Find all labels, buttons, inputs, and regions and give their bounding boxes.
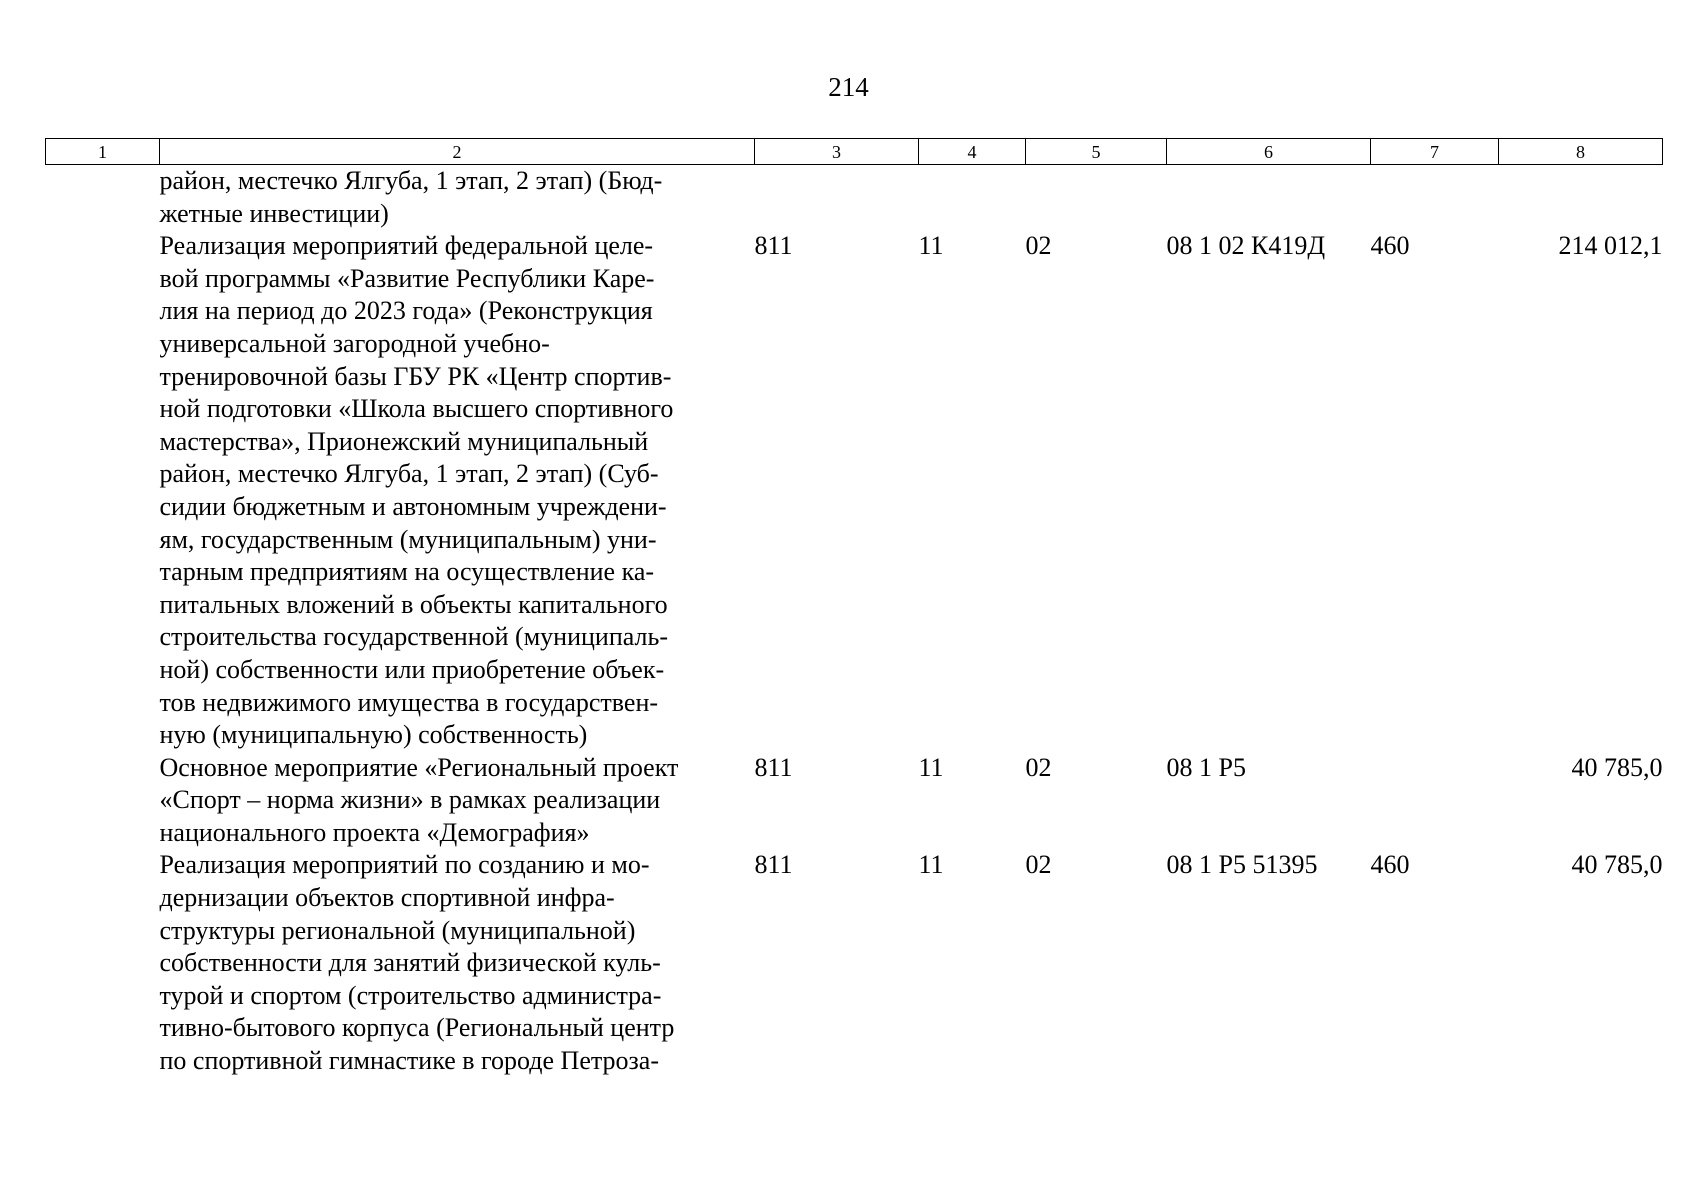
table-row <box>46 752 1663 850</box>
row-description <box>160 849 755 1077</box>
column-number-row <box>46 139 1663 165</box>
row-admin-code <box>755 165 919 231</box>
row-cell-col1 <box>46 849 160 1077</box>
description-line: тов недвижимого имущества в государствен- <box>159 687 659 717</box>
description-line: ной) собственности или приобретение объек- <box>159 654 665 684</box>
row-subsection-code: 02 <box>1025 752 1052 782</box>
description-line: универсальной загородной учебно- <box>159 328 550 358</box>
row-admin-code: 811 <box>754 850 793 880</box>
column-header-5: 5 <box>1026 139 1167 165</box>
description-line: ную (муниципальную) собственность) <box>159 720 588 750</box>
row-expense-type-code: 460 <box>1370 850 1410 880</box>
column-header-7: 7 <box>1371 139 1499 165</box>
row-description <box>160 752 755 850</box>
table-row <box>46 230 1663 752</box>
row-expense-type-code <box>1371 165 1499 231</box>
description-line: строительства государственной (муниципаль- <box>159 622 668 652</box>
row-section-code: 11 <box>918 850 944 880</box>
row-subsection-code: 02 <box>1025 231 1052 261</box>
description-line: структуры региональной (муниципальной) <box>159 915 636 945</box>
budget-table <box>45 138 1663 1078</box>
row-amount <box>1499 165 1663 231</box>
description-line: собственности для занятий физической куль- <box>159 948 661 978</box>
description-line: тарным предприятиям на осуществление ка- <box>159 557 655 587</box>
description-line: лия на период до 2023 года» (Реконструкция <box>159 296 653 326</box>
row-amount: 40 785,0 <box>1571 850 1663 880</box>
row-section-code <box>919 165 1026 231</box>
description-line: ной подготовки «Школа высшего спортивного <box>159 394 674 424</box>
table-body <box>46 165 1663 1078</box>
table-row <box>46 165 1663 231</box>
description-line: район, местечко Ялгуба, 1 этап, 2 этап) (Суб- <box>159 459 659 489</box>
description-line: турой и спортом (строительство администра- <box>159 980 662 1010</box>
column-header-4: 4 <box>919 139 1026 165</box>
description-line: тивно-бытового корпуса (Региональный центр <box>159 1013 675 1043</box>
row-target-item-code: 08 1 P5 51395 <box>1166 850 1318 880</box>
column-header-1: 1 <box>46 139 160 165</box>
description-line: дернизации объектов спортивной инфра- <box>159 883 615 913</box>
row-section-code: 11 <box>918 231 944 261</box>
description-line: мастерства», Прионежский муниципальный <box>159 426 649 456</box>
column-header-2: 2 <box>160 139 755 165</box>
column-header-3: 3 <box>755 139 919 165</box>
description-line: Реализация мероприятий по созданию и мо- <box>159 850 650 880</box>
description-line: сидии бюджетным и автономным учреждени- <box>159 491 667 521</box>
description-line: национального проекта «Демография» <box>159 817 590 847</box>
description-line: питальных вложений в объекты капитального <box>159 589 668 619</box>
description-line: Реализация мероприятий федеральной целе- <box>159 231 654 261</box>
row-cell-col1 <box>46 230 160 752</box>
description-line: тренировочной базы ГБУ РК «Центр спортив- <box>159 361 672 391</box>
row-amount: 214 012,1 <box>1558 231 1663 261</box>
row-subsection-code: 02 <box>1025 850 1052 880</box>
page-number: 214 <box>828 72 869 102</box>
row-expense-type-code: 460 <box>1370 231 1410 261</box>
row-admin-code: 811 <box>754 231 793 261</box>
description-line: вой программы «Развитие Республики Каре- <box>159 263 655 293</box>
column-header-8: 8 <box>1499 139 1663 165</box>
row-admin-code: 811 <box>754 752 793 782</box>
description-line: «Спорт – норма жизни» в рамках реализации <box>159 785 661 815</box>
row-description <box>160 230 755 752</box>
description-line: Основное мероприятие «Региональный проект <box>159 752 679 782</box>
description-line: район, местечко Ялгуба, 1 этап, 2 этап) (Бюд- <box>159 166 663 195</box>
description-line: жетные инвестиции) <box>159 198 389 228</box>
row-expense-type-code <box>1371 752 1499 850</box>
description-line: ям, государственным (муниципальным) уни- <box>159 524 657 554</box>
row-target-item-code <box>1167 165 1371 231</box>
row-cell-col1 <box>46 752 160 850</box>
row-cell-col1 <box>46 165 160 231</box>
description-line: по спортивной гимнастике в городе Петроза- <box>159 1046 660 1076</box>
row-section-code: 11 <box>918 752 944 782</box>
row-subsection-code <box>1026 165 1167 231</box>
row-amount: 40 785,0 <box>1571 752 1663 782</box>
column-header-6: 6 <box>1167 139 1371 165</box>
row-target-item-code: 08 1 02 К419Д <box>1166 231 1326 261</box>
row-target-item-code: 08 1 P5 <box>1166 752 1246 782</box>
table-row <box>46 849 1663 1077</box>
row-description <box>160 165 755 231</box>
